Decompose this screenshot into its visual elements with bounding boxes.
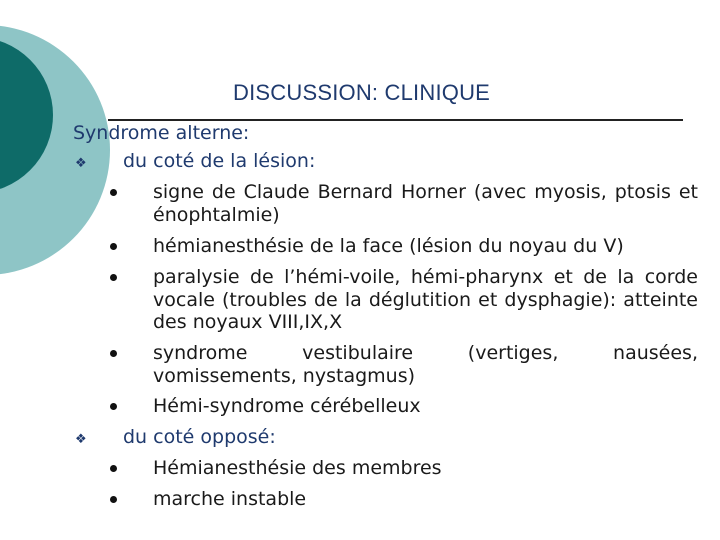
contralateral-label: du coté opposé: [123, 426, 276, 448]
bullet-icon [110, 465, 117, 472]
bullet-icon [110, 274, 117, 281]
bullet-icon [110, 496, 117, 503]
list-item: paralysie de l’hémi-voile, hémi-pharynx et de la corde vocale (troubles de la déglutition et dysphagie): atteinte des noyaux VIII,IX,X [153, 266, 698, 333]
list-item: syndrome vestibulaire (vertiges, nausées, vomissements, nystagmus) [153, 342, 698, 387]
list-item: Hémi-syndrome cérébelleux [153, 395, 421, 417]
decorative-circles [0, 0, 120, 300]
list-item: marche instable [153, 488, 307, 510]
list-item: hémianesthésie de la face (lésion du noyau du V) [153, 235, 624, 257]
title-underline [108, 119, 683, 121]
bullet-icon [110, 350, 117, 357]
bullet-icon [110, 243, 117, 250]
section-heading: Syndrome alterne: [73, 122, 250, 144]
checkmark-bullet-icon: ❖ [75, 432, 87, 447]
slide-title: DISCUSSION: CLINIQUE [233, 80, 491, 105]
list-item: Hémianesthésie des membres [153, 457, 442, 479]
bullet-icon [110, 403, 117, 410]
ipsilateral-label: du coté de la lésion: [123, 150, 316, 172]
checkmark-bullet-icon: ❖ [75, 156, 87, 171]
list-item: signe de Claude Bernard Horner (avec myosis, ptosis et énophtalmie) [153, 181, 698, 226]
bullet-icon [110, 189, 117, 196]
